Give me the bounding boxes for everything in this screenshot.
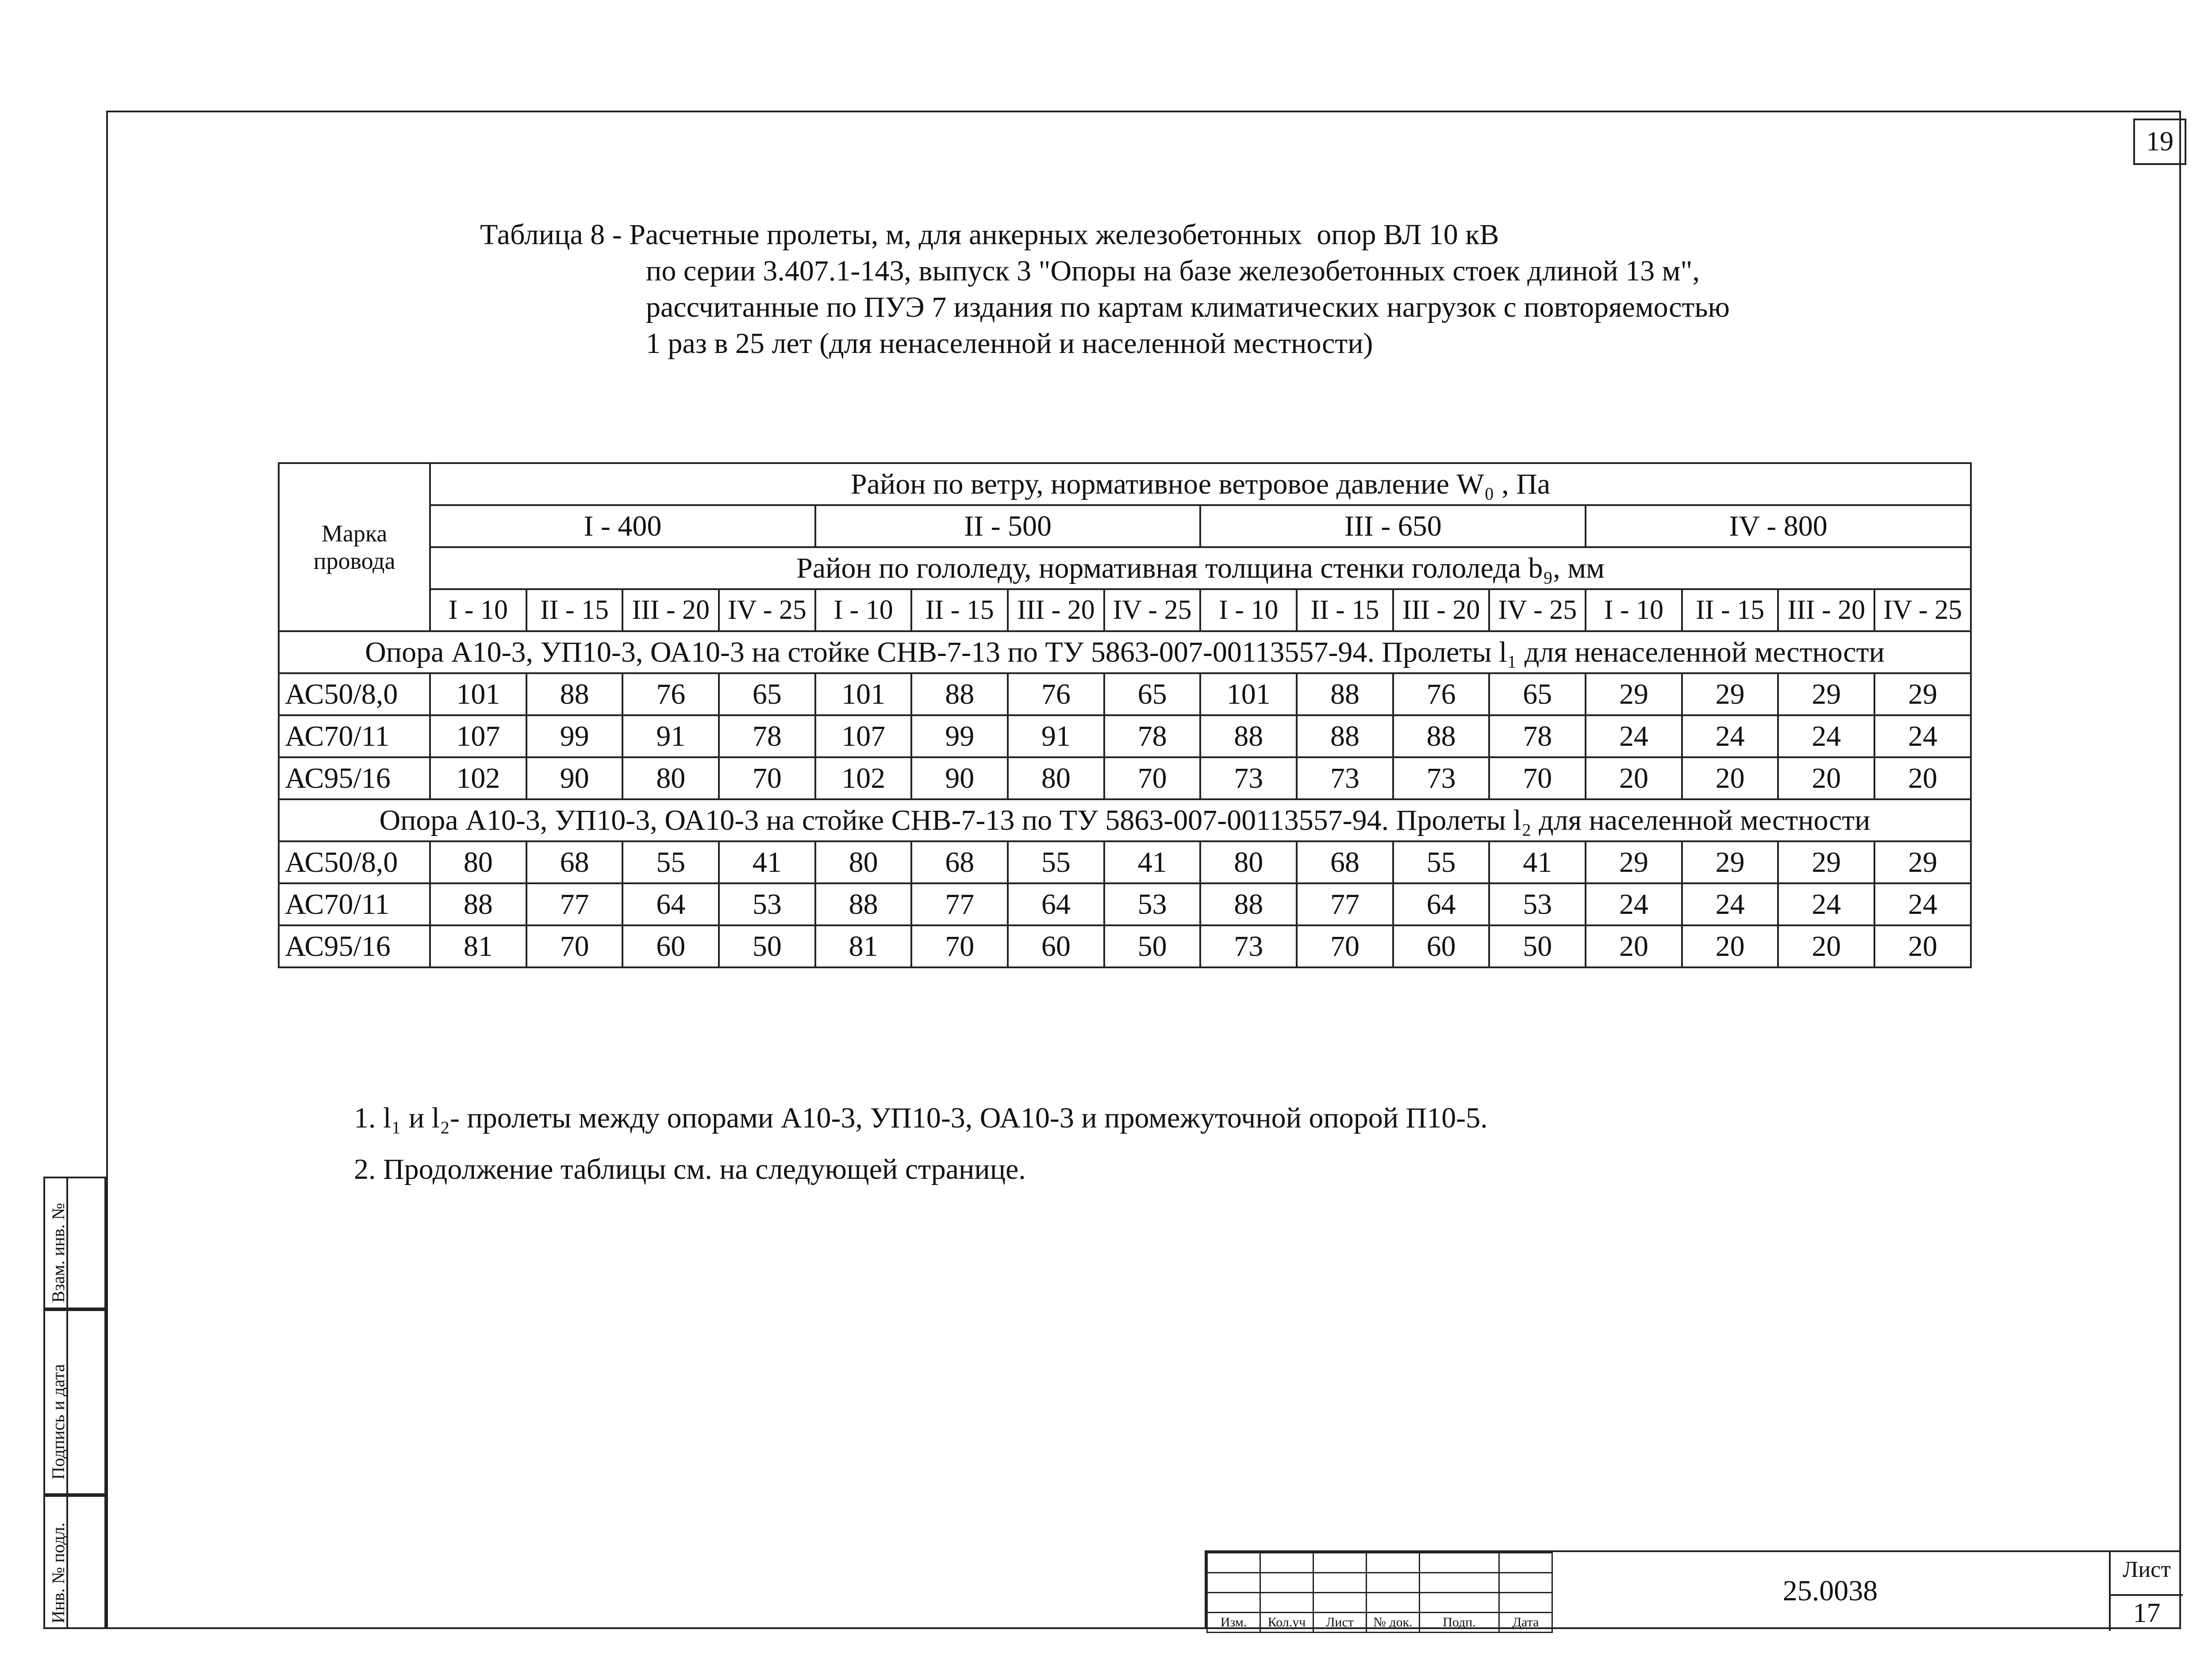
span-value-cell: 64 bbox=[1393, 883, 1490, 925]
ice-header: Район по гололеду, нормативная толщина стенки гололеда b₉, мм bbox=[430, 547, 1971, 589]
span-value-cell: 81 bbox=[815, 925, 912, 967]
ice-region-header: III - 20 bbox=[1008, 589, 1104, 631]
wind-region-3: III - 650 bbox=[1200, 505, 1586, 547]
span-value-cell: 73 bbox=[1393, 757, 1490, 799]
ice-region-header: I - 10 bbox=[430, 589, 526, 631]
title-line-1: Таблица 8 - Расчетные пролеты, м, для анкерных железобетонных опор ВЛ 10 кВ bbox=[480, 219, 1499, 251]
span-value-cell: 70 bbox=[1104, 757, 1201, 799]
span-value-cell: 78 bbox=[1489, 715, 1586, 757]
span-value-cell: 29 bbox=[1778, 673, 1874, 715]
ice-region-header: IV - 25 bbox=[1489, 589, 1586, 631]
table-title bbox=[480, 217, 1730, 362]
page-number-top: 19 bbox=[2133, 119, 2186, 165]
span-value-cell: 70 bbox=[719, 757, 815, 799]
sheet-number: 17 bbox=[2111, 1594, 2183, 1630]
span-value-cell: 24 bbox=[1682, 883, 1778, 925]
tb-header-izm: Изм. bbox=[1207, 1613, 1260, 1633]
ice-region-header: III - 20 bbox=[622, 589, 719, 631]
span-value-cell: 76 bbox=[622, 673, 719, 715]
span-value-cell: 88 bbox=[1297, 673, 1393, 715]
wire-mark: АС95/16 bbox=[279, 925, 430, 967]
span-value-cell: 20 bbox=[1778, 925, 1874, 967]
wire-mark: АС70/11 bbox=[279, 715, 430, 757]
wire-mark: АС50/8,0 bbox=[279, 841, 430, 883]
span-value-cell: 70 bbox=[1297, 925, 1393, 967]
span-value-cell: 73 bbox=[1297, 757, 1393, 799]
title-block bbox=[1205, 1550, 2181, 1629]
span-value-cell: 88 bbox=[1200, 883, 1297, 925]
sheet-box bbox=[2109, 1552, 2183, 1631]
span-value-cell: 81 bbox=[430, 925, 526, 967]
ice-region-header: II - 15 bbox=[526, 589, 623, 631]
span-value-cell: 101 bbox=[815, 673, 912, 715]
span-value-cell: 99 bbox=[526, 715, 623, 757]
tb-header-data: Дата bbox=[1499, 1613, 1552, 1633]
span-value-cell: 90 bbox=[911, 757, 1008, 799]
document-number: 25.0038 bbox=[1782, 1575, 1878, 1607]
span-value-cell: 88 bbox=[815, 883, 912, 925]
span-value-cell: 102 bbox=[815, 757, 912, 799]
span-value-cell: 77 bbox=[526, 883, 623, 925]
ice-region-header: I - 10 bbox=[1200, 589, 1297, 631]
span-value-cell: 77 bbox=[1297, 883, 1393, 925]
side-podpis-label: Подпись и дата bbox=[48, 1364, 68, 1480]
span-value-cell: 29 bbox=[1586, 841, 1682, 883]
ice-region-header: II - 15 bbox=[911, 589, 1008, 631]
wind-region-4: IV - 800 bbox=[1586, 505, 1971, 547]
ice-region-header: I - 10 bbox=[815, 589, 912, 631]
span-value-cell: 64 bbox=[622, 883, 719, 925]
span-value-cell: 91 bbox=[1008, 715, 1104, 757]
ice-region-header: I - 10 bbox=[1586, 589, 1682, 631]
span-value-cell: 24 bbox=[1682, 715, 1778, 757]
wind-region-2: II - 500 bbox=[815, 505, 1201, 547]
span-value-cell: 20 bbox=[1778, 757, 1874, 799]
ice-region-header: IV - 25 bbox=[719, 589, 815, 631]
span-value-cell: 88 bbox=[1393, 715, 1490, 757]
span-value-cell: 101 bbox=[430, 673, 526, 715]
span-value-cell: 80 bbox=[430, 841, 526, 883]
tb-header-podp: Подп. bbox=[1420, 1613, 1499, 1633]
span-value-cell: 55 bbox=[622, 841, 719, 883]
span-value-cell: 29 bbox=[1682, 841, 1778, 883]
wind-region-1: I - 400 bbox=[430, 505, 815, 547]
title-line-3: рассчитанные по ПУЭ 7 издания по картам климатических нагрузок с повторяемостью bbox=[646, 291, 1730, 323]
span-value-cell: 41 bbox=[719, 841, 815, 883]
span-value-cell: 20 bbox=[1586, 925, 1682, 967]
span-value-cell: 29 bbox=[1874, 841, 1971, 883]
span-value-cell: 24 bbox=[1874, 883, 1971, 925]
span-value-cell: 80 bbox=[815, 841, 912, 883]
span-value-cell: 107 bbox=[430, 715, 526, 757]
sheet-label: Лист bbox=[2123, 1557, 2171, 1582]
span-value-cell: 90 bbox=[526, 757, 623, 799]
span-value-cell: 101 bbox=[1200, 673, 1297, 715]
wind-header: Район по ветру, нормативное ветровое давление W₀ , Па bbox=[430, 463, 1971, 505]
tb-header-koluch: Кол.уч bbox=[1260, 1613, 1313, 1633]
note-2: 2. Продолжение таблицы см. на следующей странице. bbox=[354, 1153, 1026, 1185]
span-value-cell: 29 bbox=[1682, 673, 1778, 715]
span-value-cell: 102 bbox=[430, 757, 526, 799]
span-value-cell: 78 bbox=[1104, 715, 1201, 757]
span-value-cell: 24 bbox=[1874, 715, 1971, 757]
mark-header: Марка провода bbox=[279, 463, 430, 631]
wire-mark: АС70/11 bbox=[279, 883, 430, 925]
span-value-cell: 60 bbox=[1393, 925, 1490, 967]
span-value-cell: 78 bbox=[719, 715, 815, 757]
ice-region-header: II - 15 bbox=[1297, 589, 1393, 631]
span-value-cell: 88 bbox=[911, 673, 1008, 715]
span-value-cell: 50 bbox=[1104, 925, 1201, 967]
span-value-cell: 60 bbox=[622, 925, 719, 967]
notes bbox=[354, 1093, 1488, 1195]
span-value-cell: 55 bbox=[1008, 841, 1104, 883]
ice-region-header: IV - 25 bbox=[1874, 589, 1971, 631]
span-value-cell: 29 bbox=[1778, 841, 1874, 883]
title-line-4: 1 раз в 25 лет (для ненаселенной и населенной местности) bbox=[646, 327, 1373, 360]
span-value-cell: 77 bbox=[911, 883, 1008, 925]
span-value-cell: 20 bbox=[1682, 757, 1778, 799]
ice-region-header: IV - 25 bbox=[1104, 589, 1201, 631]
section-2-title: Опора А10-3, УП10-3, ОА10-3 на стойке СНВ-7-13 по ТУ 5863-007-00113557-94. Пролеты l₂ для населенной местности bbox=[279, 799, 1971, 841]
span-value-cell: 24 bbox=[1586, 715, 1682, 757]
span-value-cell: 91 bbox=[622, 715, 719, 757]
span-value-cell: 55 bbox=[1393, 841, 1490, 883]
span-value-cell: 20 bbox=[1874, 925, 1971, 967]
wire-mark: АС95/16 bbox=[279, 757, 430, 799]
span-value-cell: 20 bbox=[1874, 757, 1971, 799]
span-value-cell: 41 bbox=[1489, 841, 1586, 883]
span-value-cell: 68 bbox=[911, 841, 1008, 883]
span-value-cell: 70 bbox=[911, 925, 1008, 967]
span-value-cell: 107 bbox=[815, 715, 912, 757]
span-value-cell: 88 bbox=[526, 673, 623, 715]
span-value-cell: 53 bbox=[1104, 883, 1201, 925]
span-value-cell: 68 bbox=[526, 841, 623, 883]
span-value-cell: 64 bbox=[1008, 883, 1104, 925]
ice-region-header: III - 20 bbox=[1778, 589, 1874, 631]
span-value-cell: 50 bbox=[1489, 925, 1586, 967]
span-value-cell: 80 bbox=[622, 757, 719, 799]
side-inv-label: Инв. № подл. bbox=[48, 1522, 68, 1623]
span-value-cell: 65 bbox=[719, 673, 815, 715]
spans-table bbox=[278, 462, 1972, 968]
side-vzam-label: Взам. инв. № bbox=[48, 1203, 68, 1303]
section-1-title: Опора А10-3, УП10-3, ОА10-3 на стойке СНВ-7-13 по ТУ 5863-007-00113557-94. Пролеты l₁ для ненаселенной местности bbox=[279, 631, 1971, 673]
span-value-cell: 88 bbox=[1200, 715, 1297, 757]
span-value-cell: 20 bbox=[1586, 757, 1682, 799]
span-value-cell: 68 bbox=[1297, 841, 1393, 883]
span-value-cell: 76 bbox=[1393, 673, 1490, 715]
note-1: 1. l₁ и l₂- пролеты между опорами А10-3, УП10-3, ОА10-3 и промежуточной опорой П10-5. bbox=[354, 1102, 1488, 1134]
span-value-cell: 50 bbox=[719, 925, 815, 967]
span-value-cell: 70 bbox=[526, 925, 623, 967]
span-value-cell: 29 bbox=[1586, 673, 1682, 715]
span-value-cell: 20 bbox=[1682, 925, 1778, 967]
wire-mark: АС50/8,0 bbox=[279, 673, 430, 715]
span-value-cell: 80 bbox=[1200, 841, 1297, 883]
span-value-cell: 24 bbox=[1778, 883, 1874, 925]
tb-header-list: Лист bbox=[1313, 1613, 1367, 1633]
tb-header-ndok: № док. bbox=[1367, 1613, 1420, 1633]
span-value-cell: 80 bbox=[1008, 757, 1104, 799]
title-line-2: по серии 3.407.1-143, выпуск 3 "Опоры на базе железобетонных стоек длиной 13 м", bbox=[646, 255, 1700, 287]
span-value-cell: 99 bbox=[911, 715, 1008, 757]
title-block-grid bbox=[1206, 1552, 1553, 1633]
span-value-cell: 41 bbox=[1104, 841, 1201, 883]
span-value-cell: 73 bbox=[1200, 757, 1297, 799]
span-value-cell: 53 bbox=[1489, 883, 1586, 925]
span-value-cell: 53 bbox=[719, 883, 815, 925]
ice-region-header: III - 20 bbox=[1393, 589, 1490, 631]
span-value-cell: 65 bbox=[1104, 673, 1201, 715]
span-value-cell: 73 bbox=[1200, 925, 1297, 967]
span-value-cell: 29 bbox=[1874, 673, 1971, 715]
span-value-cell: 70 bbox=[1489, 757, 1586, 799]
span-value-cell: 65 bbox=[1489, 673, 1586, 715]
span-value-cell: 88 bbox=[430, 883, 526, 925]
span-value-cell: 24 bbox=[1778, 715, 1874, 757]
span-value-cell: 88 bbox=[1297, 715, 1393, 757]
span-value-cell: 76 bbox=[1008, 673, 1104, 715]
span-value-cell: 60 bbox=[1008, 925, 1104, 967]
ice-region-header: II - 15 bbox=[1682, 589, 1778, 631]
span-value-cell: 24 bbox=[1586, 883, 1682, 925]
